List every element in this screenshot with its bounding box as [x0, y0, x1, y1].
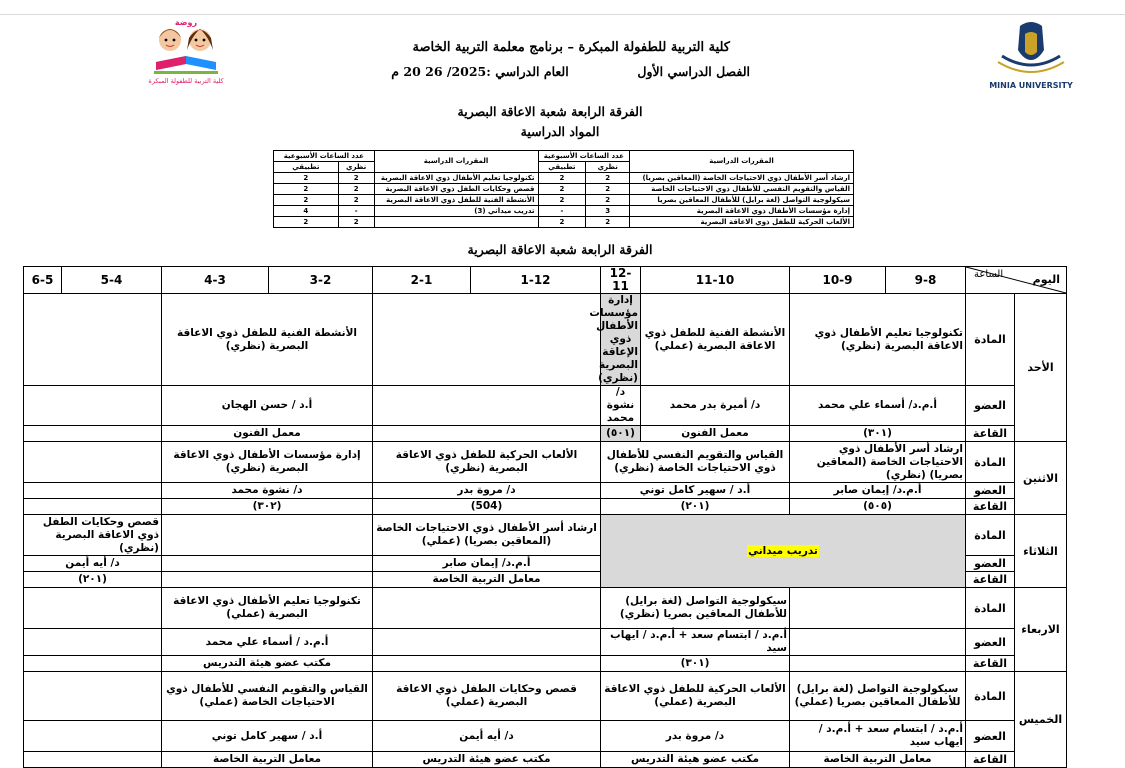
corner-hour-label: الساعة	[974, 269, 1004, 280]
term-line	[380, 64, 750, 79]
course-name: تكنولوجيا تعليم الأطفال ذوي الاعاقة البصرية	[374, 173, 538, 184]
empty-cell	[24, 442, 162, 483]
course-practical: -	[538, 206, 586, 217]
schedule-table	[23, 266, 1067, 768]
table-row	[274, 184, 854, 195]
class-cell: القياس والتقويم النفسي للأطفال ذوي الاحتياجات الخاصة (نظري)	[601, 442, 790, 483]
course-name: ارشاد أسر الأطفال ذوي الاحتياجات الخاصة (المعاقين بصريا)	[630, 173, 854, 184]
course-theory: 3	[586, 206, 630, 217]
member-cell: أ.م.د / ابتسام سعد + أ.م.د / ايهاب سيد	[790, 721, 966, 752]
class-cell: الأنشطة الفنية للطفل ذوي الاعاقة البصرية (عملي)	[641, 294, 790, 386]
class-cell: سيكولوجية التواصل (لغة برايل) للأطفال المعاقين بصريا (عملي)	[790, 672, 966, 721]
empty-cell	[24, 752, 162, 768]
monday-subject-row	[24, 442, 1067, 483]
hours-header-right: عدد الساعات الأسبوعية	[538, 151, 630, 162]
row-label-subject: المادة	[966, 294, 1015, 386]
class-cell: تكنولوجيا تعليم الأطفال ذوي الاعاقة البصرية (نظري)	[790, 294, 966, 386]
corner-day-label: اليوم	[1032, 273, 1060, 286]
empty-cell	[24, 426, 162, 442]
empty-cell	[24, 672, 162, 721]
course-theory: 2	[586, 184, 630, 195]
row-label-room: القاعة	[966, 426, 1015, 442]
day-wednesday: الاربعاء	[1015, 588, 1067, 672]
course-name	[374, 217, 538, 228]
room-cell: معامل التربية الخاصة	[790, 752, 966, 768]
row-label-member: العضو	[966, 629, 1015, 656]
time-slot: 5-4	[62, 267, 162, 294]
class-cell: ارشاد أسر الأطفال ذوي الاحتياجات الخاصة (المعاقين بصريا) (عملي)	[373, 515, 601, 556]
room-cell: معامل التربية الخاصة	[373, 572, 601, 588]
room-cell: معمل الفنون	[162, 426, 373, 442]
room-cell: مكتب عضو هيئة التدريس	[601, 752, 790, 768]
course-practical: 2	[538, 173, 586, 184]
course-theory: 2	[586, 217, 630, 228]
semester-label: الفصل الدراسي الأول	[637, 64, 750, 79]
empty-cell	[24, 656, 162, 672]
course-theory: 2	[338, 195, 374, 206]
member-cell: د/ مروة بدر	[373, 483, 601, 499]
empty-cell	[790, 656, 966, 672]
course-name: الأنشطة الفنية للطفل ذوي الاعاقة البصرية	[374, 195, 538, 206]
member-cell: د/ نشوة محمد	[162, 483, 373, 499]
empty-cell	[162, 572, 373, 588]
time-slot: 10-9	[790, 267, 886, 294]
time-slot: 4-3	[162, 267, 269, 294]
member-cell: أ.د / سهير كامل توني	[601, 483, 790, 499]
day-monday: الاثنين	[1015, 442, 1067, 515]
row-label-subject: المادة	[966, 588, 1015, 629]
empty-cell	[162, 515, 373, 556]
course-name: إدارة مؤسسات الأطفال ذوي الاعاقة البصرية	[630, 206, 854, 217]
schedule-heading: الفرقة الرابعة شعبة الاعاقة البصرية	[467, 242, 653, 257]
empty-cell	[790, 588, 966, 629]
nefertiti-logo-icon	[990, 16, 1072, 90]
room-cell: معامل التربية الخاصة	[162, 752, 373, 768]
room-cell: مكتب عضو هيئة التدريس	[373, 752, 601, 768]
time-header-row	[24, 267, 1067, 294]
empty-cell	[373, 386, 601, 426]
time-slot: 12-11	[601, 267, 641, 294]
member-cell: د/ أيه أيمن	[24, 556, 162, 572]
empty-cell	[373, 294, 601, 386]
faculty-logo	[140, 14, 232, 86]
day-thursday: الخميس	[1015, 672, 1067, 768]
row-label-member: العضو	[966, 386, 1015, 426]
courses-table	[273, 150, 854, 228]
course-practical: 2	[274, 173, 339, 184]
member-cell: أ.م.د / أسماء علي محمد	[162, 629, 373, 656]
course-name: تدريب ميداني (3)	[374, 206, 538, 217]
course-practical: 2	[274, 195, 339, 206]
course-name: الألعاب الحركية للطفل ذوي الاعاقة البصرية	[630, 217, 854, 228]
row-label-subject: المادة	[966, 515, 1015, 556]
empty-cell	[373, 629, 601, 656]
empty-cell	[162, 556, 373, 572]
practical-header: تطبيقي	[274, 162, 339, 173]
row-label-room: القاعة	[966, 499, 1015, 515]
row-label-member: العضو	[966, 483, 1015, 499]
logo-right-caption: MINIA UNIVERSITY	[989, 81, 1073, 90]
class-cell: إدارة مؤسسات الأطفال ذوي الاعاقة البصرية (نظري)	[162, 442, 373, 483]
time-slot: 3-2	[269, 267, 373, 294]
empty-cell	[24, 588, 162, 629]
room-cell: (٢٠١)	[601, 499, 790, 515]
corner-cell	[966, 267, 1067, 294]
course-theory: 2	[586, 173, 630, 184]
room-cell: (٥٠٥)	[790, 499, 966, 515]
thursday-room-row	[24, 752, 1067, 768]
children-reading-logo-icon	[140, 14, 232, 86]
row-label-room: القاعة	[966, 572, 1015, 588]
row-label-subject: المادة	[966, 442, 1015, 483]
field-training-block	[601, 515, 966, 588]
time-slot: 9-8	[886, 267, 966, 294]
row-label-room: القاعة	[966, 752, 1015, 768]
row-label-subject: المادة	[966, 672, 1015, 721]
empty-cell	[373, 426, 601, 442]
subjects-heading: المواد الدراسية	[520, 124, 600, 139]
member-cell: أ.م.د / ابتسام سعد + أ.م.د / ايهاب سيد	[601, 629, 790, 656]
table-row	[274, 206, 854, 217]
logo-left-caption: كلية التربية للطفولة المبكرة	[148, 77, 224, 85]
class-cell: ارشاد أسر الأطفال ذوي الاحتياجات الخاصة (المعاقين بصريا) (نظري)	[790, 442, 966, 483]
theory-header: نظري	[338, 162, 374, 173]
wednesday-room-row	[24, 656, 1067, 672]
table-row	[274, 173, 854, 184]
sunday-member-row	[24, 386, 1067, 426]
class-cell: تكنولوجيا تعليم الأطفال ذوي الاعاقة البصرية (عملي)	[162, 588, 373, 629]
academic-year: العام الدراسي :2025/ 26 20 م	[391, 64, 569, 79]
day-tuesday: الثلاثاء	[1015, 515, 1067, 588]
member-cell: د/ نشوة محمد	[601, 386, 641, 426]
table-row	[274, 217, 854, 228]
room-cell: (٣٠٢)	[162, 499, 373, 515]
hours-header-left: عدد الساعات الأسبوعية	[274, 151, 375, 162]
college-title: كلية التربية للطفولة المبكرة – برنامج معلمة التربية الخاصة	[412, 40, 730, 55]
class-cell: إدارة مؤسسات الأطفال ذوي الإعاقة البصرية (نظري)	[601, 294, 641, 386]
room-cell: (504)	[373, 499, 601, 515]
course-name: القياس والتقويم النفسي للأطفال ذوي الاحتياجات الخاصة	[630, 184, 854, 195]
day-sunday: الأحد	[1015, 294, 1067, 442]
time-slot: 11-10	[641, 267, 790, 294]
monday-room-row	[24, 499, 1067, 515]
member-cell: أ.م.د/ إيمان صابر	[790, 483, 966, 499]
class-cell: قصص وحكايات الطفل ذوي الاعاقة البصرية (عملي)	[373, 672, 601, 721]
class-cell: القياس والتقويم النفسي للأطفال ذوي الاحتياجات الخاصة (عملي)	[162, 672, 373, 721]
course-practical: 2	[538, 195, 586, 206]
room-cell: معمل الفنون	[641, 426, 790, 442]
svg-text:روضة: روضة	[174, 18, 198, 27]
course-practical: 2	[274, 217, 339, 228]
thursday-subject-row	[24, 672, 1067, 721]
member-cell: د/ مروة بدر	[601, 721, 790, 752]
member-cell: أ.د / سهير كامل توني	[162, 721, 373, 752]
empty-cell	[24, 629, 162, 656]
course-theory: -	[338, 206, 374, 217]
university-logo	[990, 16, 1072, 90]
member-cell: أ.م.د/ إيمان صابر	[373, 556, 601, 572]
tuesday-subject-row	[24, 515, 1067, 556]
member-cell: د/ أيه أيمن	[373, 721, 601, 752]
member-cell: أ.م.د/ أسماء علي محمد	[790, 386, 966, 426]
theory-header: نظري	[586, 162, 630, 173]
practical-header: تطبيقي	[538, 162, 586, 173]
thursday-member-row	[24, 721, 1067, 752]
field-training-label: تدريب ميداني	[748, 544, 818, 557]
member-cell: أ.د / حسن الهجان	[162, 386, 373, 426]
empty-cell	[24, 483, 162, 499]
course-practical: 4	[274, 206, 339, 217]
empty-cell	[24, 499, 162, 515]
room-cell: (٣٠١)	[790, 426, 966, 442]
empty-cell	[373, 656, 601, 672]
room-cell: (٣٠١)	[601, 656, 790, 672]
empty-cell	[24, 386, 162, 426]
room-cell: (٥٠١)	[601, 426, 641, 442]
class-cell: الألعاب الحركية للطفل ذوي الاعاقة البصرية (نظري)	[373, 442, 601, 483]
class-cell: الأنشطة الفنية للطفل ذوي الاعاقة البصرية (نظري)	[162, 294, 373, 386]
wednesday-member-row	[24, 629, 1067, 656]
group-title: الفرقة الرابعة شعبة الاعاقة البصرية	[457, 104, 643, 119]
empty-cell	[24, 721, 162, 752]
row-label-member: العضو	[966, 556, 1015, 572]
room-cell: (٢٠١)	[24, 572, 162, 588]
course-theory: 2	[586, 195, 630, 206]
course-theory: 2	[338, 184, 374, 195]
course-practical: 2	[538, 184, 586, 195]
course-theory: 2	[338, 173, 374, 184]
course-theory: 2	[338, 217, 374, 228]
time-slot: 1-12	[471, 267, 601, 294]
course-practical: 2	[274, 184, 339, 195]
room-cell: مكتب عضو هيئة التدريس	[162, 656, 373, 672]
courses-header-right: المقررات الدراسية	[630, 151, 854, 173]
course-name: سيكولوجية التواصل (لغة برايل) للأطفال المعاقين بصريا	[630, 195, 854, 206]
empty-cell	[24, 294, 162, 386]
time-slot: 6-5	[24, 267, 62, 294]
class-cell: الألعاب الحركية للطفل ذوي الاعاقة البصرية (عملي)	[601, 672, 790, 721]
row-label-room: القاعة	[966, 656, 1015, 672]
time-slot: 2-1	[373, 267, 471, 294]
monday-member-row	[24, 483, 1067, 499]
sunday-room-row	[24, 426, 1067, 442]
empty-cell	[790, 629, 966, 656]
wednesday-subject-row	[24, 588, 1067, 629]
class-cell: قصص وحكايات الطفل ذوي الاعاقة البصرية (نظري)	[24, 515, 162, 556]
empty-cell	[373, 588, 601, 629]
table-row	[274, 195, 854, 206]
courses-header-left: المقررات الدراسية	[374, 151, 538, 173]
row-label-member: العضو	[966, 721, 1015, 752]
sunday-subject-row	[24, 294, 1067, 386]
course-name: قصص وحكايات الطفل ذوي الاعاقة البصرية	[374, 184, 538, 195]
course-practical: 2	[538, 217, 586, 228]
class-cell: سيكولوجية التواصل (لغة برايل) للأطفال المعاقين بصريا (نظري)	[601, 588, 790, 629]
member-cell: د/ أميرة بدر محمد	[641, 386, 790, 426]
